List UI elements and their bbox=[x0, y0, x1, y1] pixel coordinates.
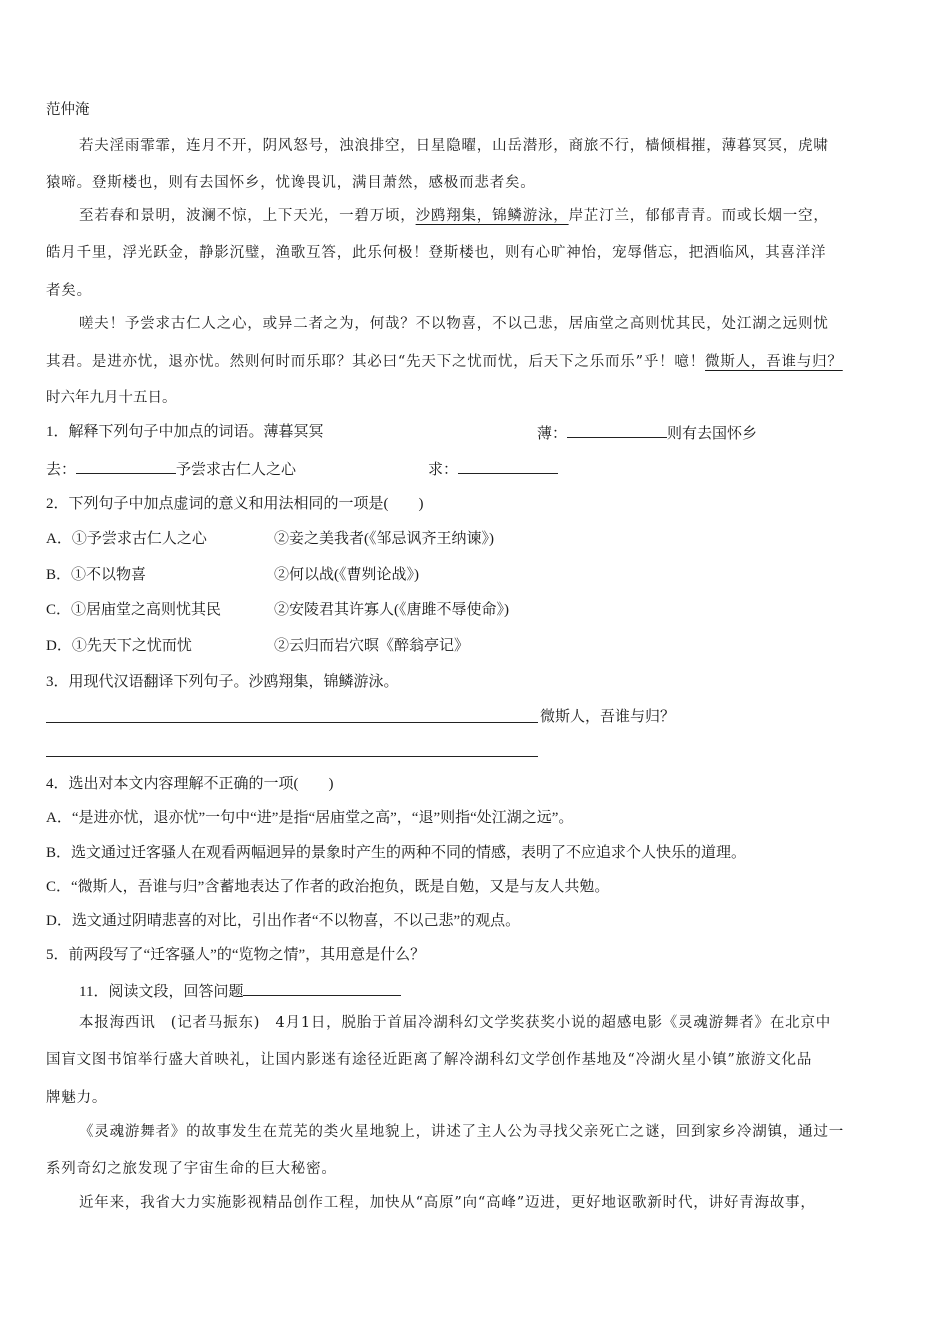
question-2-option-a-second: ②妾之美我者(《邹忌讽齐王纳谏》) bbox=[274, 531, 494, 547]
news-p1-line1: 本报海西讯 (记者马振东) 4月1日，脱胎于首届冷湖科幻文学奖获奖小说的超感电影《灵魂游舞者》在北京中 bbox=[79, 1015, 832, 1031]
passage-p3-line2-start: 其君。是进亦忧，退亦忧。然则何时而乐耶？其必曰“先天下之忧而忧，后天下之乐而乐”乎！噫！ bbox=[46, 354, 706, 370]
passage-p2-line2: 皓月千里，浮光跃金，静影沉璧，渔歌互答，此乐何极！登斯楼也，则有心旷神怡，宠辱偕忘，把酒临风，其喜洋洋 bbox=[46, 245, 827, 261]
underlined-phrase-weisiren: 微斯人，吾谁与归？ bbox=[705, 354, 843, 370]
question-2-option-a[interactable]: A．①予尝求古仁人之心 bbox=[46, 531, 207, 547]
passage-p3-line1: 嗟夫！予尝求古仁人之心，或异二者之为，何哉？不以物喜，不以己悲，居庙堂之高则忧其民，处江湖之远则忧 bbox=[79, 316, 829, 332]
question-4-option-b[interactable]: B．选文通过迁客骚人在观看两幅迥异的景象时产生的两种不同的情感，表明了不应追求个人快乐的道理。 bbox=[46, 845, 747, 861]
answer-blank-bo[interactable] bbox=[567, 421, 667, 438]
question-2-option-c-second: ②安陵君其许寡人(《唐雎不辱使命》) bbox=[274, 602, 509, 618]
question-1-stem: 1．解释下列句子中加点的词语。薄暮冥冥 bbox=[46, 424, 324, 440]
news-p2-line2: 系列奇幻之旅发现了宇宙生命的巨大秘密。 bbox=[46, 1161, 337, 1177]
news-p3-line1: 近年来，我省大力实施影视精品创作工程，加快从“高原”向“高峰”迈进，更好地讴歌新时代，讲好青海故事， bbox=[79, 1195, 816, 1211]
answer-blank-qiu[interactable] bbox=[458, 457, 558, 474]
news-p2-line1: 《灵魂游舞者》的故事发生在荒芜的类火星地貌上，讲述了主人公为寻找父亲死亡之谜，回到家乡冷湖镇，通过一 bbox=[79, 1124, 844, 1140]
question-2-option-b-second: ②何以战(《曹刿论战》) bbox=[274, 567, 419, 583]
question-4-option-d[interactable]: D．选文通过阴晴悲喜的对比，引出作者“不以物喜，不以己悲”的观点。 bbox=[46, 913, 521, 929]
question-1-item-bo: 薄： 则有去国怀乡 bbox=[537, 421, 757, 445]
answer-blank-q11[interactable] bbox=[243, 979, 401, 996]
answer-blank-qu[interactable] bbox=[76, 457, 176, 474]
passage-p2-line3: 者矣。 bbox=[46, 283, 92, 299]
question-4-stem: 4．选出对本文内容理解不正确的一项( ) bbox=[46, 776, 334, 792]
passage-p1-line1: 若夫淫雨霏霏，连月不开，阴风怒号，浊浪排空，日星隐曜，山岳潜形，商旅不行，樯倾楫摧，薄暮冥冥，虎啸 bbox=[79, 138, 829, 154]
question-5-stem: 5．前两段写了“迁客骚人”的“览物之情”，其用意是什么？ bbox=[46, 947, 426, 963]
news-p1-line2: 国盲文图书馆举行盛大首映礼，让国内影迷有途径近距离了解冷湖科幻文学创作基地及“冷湖火星小镇”旅游文化品 bbox=[46, 1052, 813, 1068]
news-p1-line3: 牌魅力。 bbox=[46, 1090, 108, 1106]
passage-p2-line1-end: 岸芷汀兰，郁郁青青。而或长烟一空， bbox=[568, 208, 829, 224]
question-11-stem: 11．阅读文段，回答问题 bbox=[79, 979, 401, 1003]
passage-date: 时六年九月十五日。 bbox=[46, 390, 177, 406]
question-2-option-b[interactable]: B．①不以物喜 bbox=[46, 567, 147, 583]
passage-p2-line1-start: 至若春和景明，波澜不惊，上下天光，一碧万顷， bbox=[79, 208, 416, 224]
underlined-phrase-shaou: 沙鸥翔集，锦鳞游泳， bbox=[415, 208, 569, 224]
question-1-item-qu: 去： 予尝求古仁人之心 bbox=[46, 457, 296, 481]
author-name: 范仲淹 bbox=[46, 102, 90, 118]
passage-p1-line2: 猿啼。登斯楼也，则有去国怀乡，忧谗畏讥，满目萧然，感极而悲者矣。 bbox=[46, 175, 536, 191]
question-2-option-d-second: ②云归而岩穴暝《醉翁亭记》 bbox=[274, 638, 470, 654]
question-1-item-qiu: 求： bbox=[428, 457, 558, 481]
answer-line-1[interactable] bbox=[46, 722, 538, 723]
question-2-option-c[interactable]: C．①居庙堂之高则忧其民 bbox=[46, 602, 222, 618]
question-3-stem: 3．用现代汉语翻译下列句子。沙鸥翔集，锦鳞游泳。 bbox=[46, 674, 399, 690]
passage-p2-line1 bbox=[79, 205, 829, 227]
question-3-sentence-2: 微斯人，吾谁与归？ bbox=[540, 709, 676, 725]
question-2-option-d[interactable]: D．①先天下之忧而忧 bbox=[46, 638, 192, 654]
question-2-stem: 2．下列句子中加点虚词的意义和用法相同的一项是( ) bbox=[46, 496, 424, 512]
question-4-option-a[interactable]: A．“是进亦忧，退亦忧”一句中“进”是指“居庙堂之高”，“退”则指“处江湖之远”。 bbox=[46, 810, 574, 826]
passage-p3-line2 bbox=[46, 351, 843, 373]
answer-line-2[interactable] bbox=[46, 756, 538, 757]
question-4-option-c[interactable]: C．“微斯人，吾谁与归”含蓄地表达了作者的政治抱负，既是自勉，又是与友人共勉。 bbox=[46, 879, 610, 895]
